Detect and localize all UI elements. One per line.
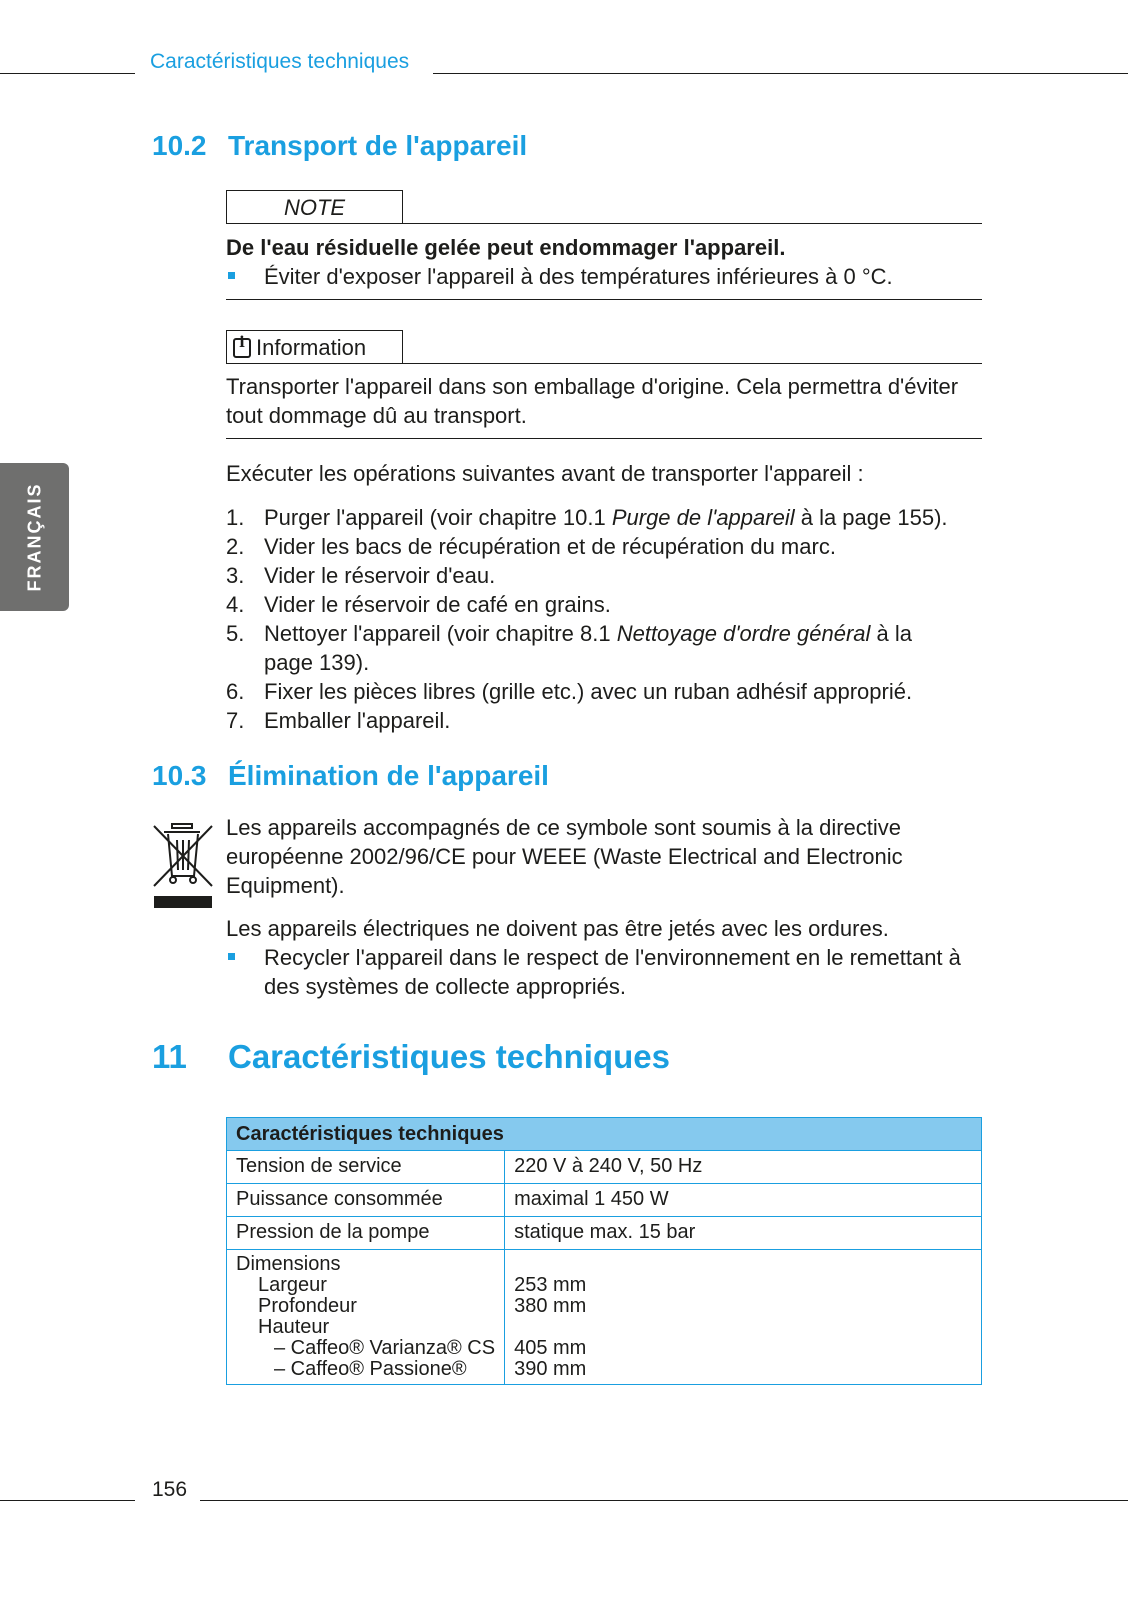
language-side-tab: [0, 463, 69, 611]
weee-text-line-1: Les appareils accompagnés de ce symbole sont soumis à la directive: [226, 815, 902, 840]
section-10-2-title: Transport de l'appareil: [228, 130, 528, 161]
table-row-dimensions: [227, 1250, 982, 1385]
note-tag: [226, 190, 403, 223]
width-label: Largeur: [258, 1274, 327, 1296]
model-1-value: 405 mm: [514, 1337, 587, 1359]
table-header-row: [227, 1118, 982, 1151]
dimensions-labels: [227, 1250, 505, 1385]
info-text-line-2: tout dommage dû au transport.: [226, 403, 527, 428]
spec-label: Puissance consommée: [227, 1184, 505, 1217]
info-top-rule: [226, 363, 982, 364]
model-2-value: 390 mm: [514, 1358, 587, 1380]
footer-rule-right: [200, 1500, 1128, 1501]
note-top-rule: [226, 223, 982, 224]
chapter-11-number: 11: [152, 1038, 187, 1075]
step-1-number: 1.: [226, 505, 245, 530]
spec-label: Tension de service: [227, 1151, 505, 1184]
step-4-text: Vider le réservoir de café en grains.: [264, 592, 611, 617]
header-rule-left: [0, 73, 135, 74]
depth-value: 380 mm: [514, 1295, 587, 1317]
step-2-text: Vider les bacs de récupération et de récupération du marc.: [264, 534, 836, 559]
section-10-2-number: 10.2: [152, 130, 207, 161]
info-tag: [226, 330, 403, 363]
header-rule-right: [433, 73, 1128, 74]
step-5-number: 5.: [226, 621, 245, 646]
model-1-label: – Caffeo® Varianza® CS: [274, 1337, 496, 1359]
spec-value: statique max. 15 bar: [505, 1217, 982, 1250]
language-tab-label: FRANÇAIS: [24, 482, 44, 592]
height-label: Hauteur: [258, 1316, 330, 1338]
recycle-bullet-marker: [228, 953, 235, 960]
info-tag-label: Information: [256, 335, 367, 360]
table-row: [227, 1184, 982, 1217]
section-10-3-number: 10.3: [152, 760, 207, 791]
transport-intro: Exécuter les opérations suivantes avant de transporter l'appareil :: [226, 461, 864, 486]
note-bottom-rule: [226, 299, 982, 300]
info-text-line-1: Transporter l'appareil dans son emballage d'origine. Cela permettra d'éviter: [226, 374, 959, 399]
chapter-11-title: Caractéristiques techniques: [228, 1038, 670, 1075]
disposal-paragraph: Les appareils électriques ne doivent pas être jetés avec les ordures.: [226, 916, 889, 941]
width-value: 253 mm: [514, 1274, 587, 1296]
table-row: [227, 1151, 982, 1184]
step-7-number: 7.: [226, 708, 245, 733]
step-7-text: Emballer l'appareil.: [264, 708, 451, 733]
model-2-label: – Caffeo® Passione®: [274, 1358, 467, 1380]
dimensions-label: Dimensions: [236, 1253, 341, 1275]
table-header-cell: Caractéristiques techniques: [227, 1118, 982, 1151]
step-3-number: 3.: [226, 563, 245, 588]
note-bullet-marker: [228, 272, 235, 279]
step-6-number: 6.: [226, 679, 245, 704]
step-1-text: Purger l'appareil (voir chapitre 10.1 Purge de l'appareil à la page 155).: [264, 505, 948, 530]
spec-label: Pression de la pompe: [227, 1217, 505, 1250]
note-warning-text: De l'eau résiduelle gelée peut endommager l'appareil.: [226, 235, 786, 260]
info-bottom-rule: [226, 438, 982, 439]
spec-value: 220 V à 240 V, 50 Hz: [505, 1151, 982, 1184]
dimensions-values: [505, 1250, 982, 1385]
weee-text-line-3: Equipment).: [226, 873, 345, 898]
running-header-title: Caractéristiques techniques: [150, 50, 410, 73]
step-5-reference: Nettoyage d'ordre général: [616, 621, 871, 646]
note-tag-label: NOTE: [283, 195, 346, 220]
specifications-table: [226, 1117, 982, 1385]
step-5-text: Nettoyer l'appareil (voir chapitre 8.1 Nettoyage d'ordre général à la: [264, 621, 912, 646]
step-6-text: Fixer les pièces libres (grille etc.) avec un ruban adhésif approprié.: [264, 679, 913, 704]
step-1-reference: Purge de l'appareil: [611, 505, 795, 530]
weee-text-line-2: européenne 2002/96/CE pour WEEE (Waste Electrical and Electronic: [226, 844, 903, 869]
section-10-3-title: Élimination de l'appareil: [228, 760, 549, 791]
page-number: 156: [152, 1478, 188, 1501]
depth-label: Profondeur: [258, 1295, 357, 1317]
recycle-bullet-line-2: des systèmes de collecte appropriés.: [264, 974, 626, 999]
table-row: [227, 1217, 982, 1250]
step-2-number: 2.: [226, 534, 245, 559]
weee-crossed-bin-icon: [150, 820, 216, 912]
spec-value: maximal 1 450 W: [505, 1184, 982, 1217]
step-3-text: Vider le réservoir d'eau.: [264, 563, 496, 588]
recycle-bullet-line-1: Recycler l'appareil dans le respect de l'environnement en le remettant à: [264, 945, 961, 970]
step-5-text-continued: page 139).: [264, 650, 370, 675]
note-bullet-text: Éviter d'exposer l'appareil à des températures inférieures à 0 °C.: [264, 264, 893, 289]
info-icon: [233, 338, 251, 358]
footer-rule-left: [0, 1500, 135, 1501]
step-4-number: 4.: [226, 592, 245, 617]
